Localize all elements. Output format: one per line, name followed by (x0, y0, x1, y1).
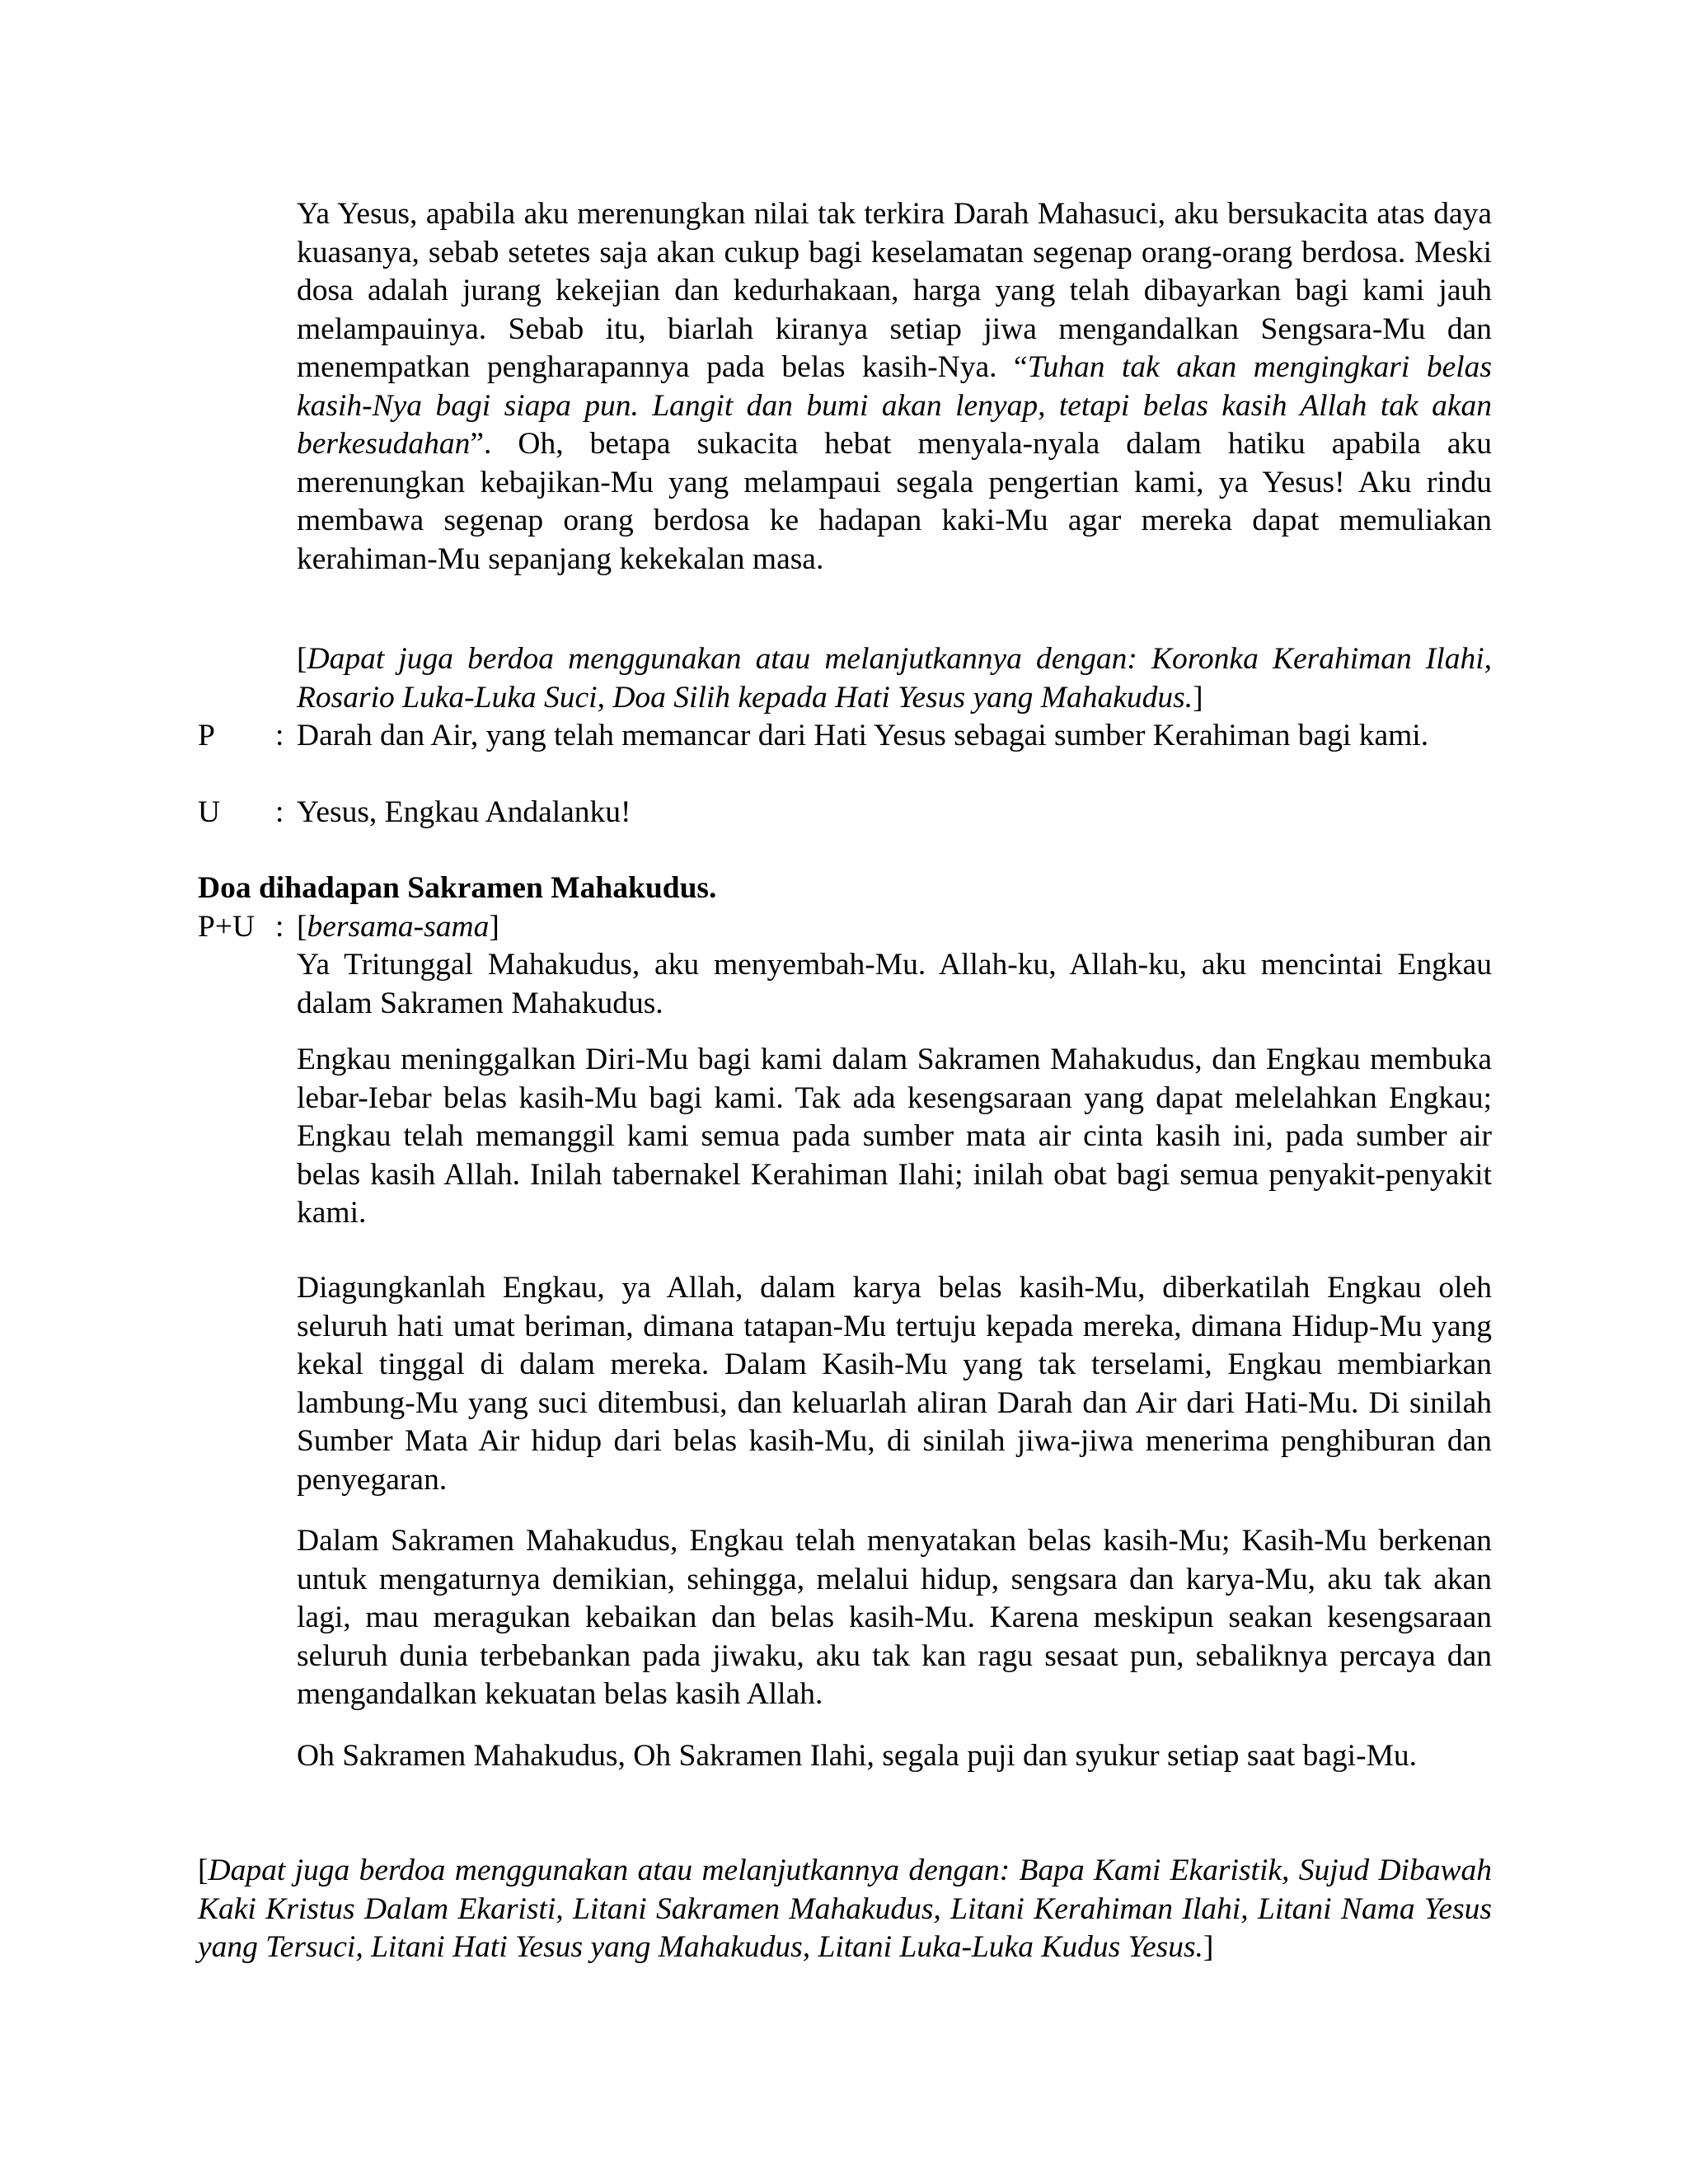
rubric-bersama-sama: bersama-sama (307, 910, 490, 944)
bracket-open: [ (297, 910, 307, 944)
speaker-label-u: U (198, 795, 221, 829)
bracket-close: ] (1193, 680, 1203, 715)
bracket-open: [ (198, 1854, 209, 1887)
intro-text-after-quote: ”. Oh, betapa sukacita hebat menyala-nyala dalam hatiku apabila aku merenungkan kebajikan-Mu yang melampaui segala pengertian kami, ya Yesus! Aku rindu membawa segenap orang berdosa ke hadapan kaki-Mu agar mereka dapat memuliakan kerahiman-Mu sepanjang kekekalan masa. (297, 427, 1492, 576)
bracket-open: [ (297, 642, 307, 676)
section-heading: Doa dihadapan Sakramen Mahakudus. (198, 871, 717, 905)
closing-alternatives-note-text: Dapat juga berdoa menggunakan atau melanjutkannya dengan: Bapa Kami Ekaristik, Sujud Dibawah Kaki Kristus Dalam Ekaristi, Litani Sakramen Mahakudus, Litani Kerahiman Ilahi, Litani Nama Yesus yang Tersuci, Litani Hati Yesus yang Mahakudus, Litani Luka-Luka Kudus Yesus. (198, 1854, 1492, 1964)
prayer-paragraph: Engkau meninggalkan Diri-Mu bagi kami dalam Sakramen Mahakudus, dan Engkau membuka lebar-Iebar belas kasih-Mu bagi kami. Tak ada kesengsaraan yang dapat melelahkan Engkau; Engkau telah memanggil kami semua pada sumber mata air cinta kasih ini, pada sumber air belas kasih Allah. Inilah tabernakel Kerahiman Ilahi; inilah obat bagi semua penyakit-penyakit kami. (297, 1043, 1492, 1230)
bracket-close: ] (1203, 1930, 1214, 1964)
speaker-label-p: P (198, 719, 215, 752)
speaker-colon: : (275, 795, 284, 829)
response-priest-text: Darah dan Air, yang telah memancar dari Hati Yesus sebagai sumber Kerahiman bagi kami. (297, 719, 1429, 752)
closing-alternatives-note (198, 1852, 1492, 1967)
speaker-colon: : (275, 719, 284, 752)
response-people-text: Yesus, Engkau Andalanku! (297, 795, 631, 829)
prayer-paragraph: Dalam Sakramen Mahakudus, Engkau telah menyatakan belas kasih-Mu; Kasih-Mu berkenan untuk mengaturnya demikian, sehingga, melalui hidup, sengsara dan karya-Mu, aku tak akan lagi, mau meragukan kebaikan dan belas kasih-Mu. Karena meskipun seakan kesengsaraan seluruh dunia terbebankan pada jiwaku, aku tak kan ragu sesaat pun, sebaliknya percaya dan mengandalkan kekuatan belas kasih Allah. (297, 1524, 1492, 1711)
speaker-colon: : (275, 910, 284, 944)
intro-text-before-quote: Ya Yesus, apabila aku merenungkan nilai tak terkira Darah Mahasuci, aku bersukacita atas daya kuasanya, sebab setetes saja akan cukup bagi keselamatan segenap orang-orang berdosa. Meski dosa adalah jurang kekejian dan kedurhakaan, harga yang telah dibayarkan bagi kami jauh melampauinya. Sebab itu, biarlah kiranya setiap jiwa mengandalkan Sengsara-Mu dan menempatkan pengharapannya pada belas kasih-Nya. “ (297, 197, 1492, 384)
prayer-paragraph: Diagungkanlah Engkau, ya Allah, dalam karya belas kasih-Mu, diberkatilah Engkau oleh seluruh hati umat beriman, dimana tatapan-Mu tertuju kepada mereka, dimana Hidup-Mu yang kekal tinggal di dalam mereka. Dalam Kasih-Mu yang tak terselami, Engkau membiarkan lambung-Mu yang suci ditembusi, dan keluarlah aliran Darah dan Air dari Hati-Mu. Di sinilah Sumber Mata Air hidup dari belas kasih-Mu, di sinilah jiwa-jiwa menerima penghiburan dan penyegaran. (297, 1271, 1492, 1497)
alternative-prayers-note (297, 640, 1492, 717)
together-instruction-text (297, 908, 499, 947)
alternative-prayers-note-text: Dapat juga berdoa menggunakan atau melanjutkannya dengan: Koronka Kerahiman Ilahi, Rosario Luka-Luka Suci, Doa Silih kepada Hati Yesus yang Mahakudus. (297, 642, 1492, 715)
intro-paragraph (297, 195, 1492, 579)
prayer-paragraph: Ya Tritunggal Mahakudus, aku menyembah-Mu. Allah-ku, Allah-ku, aku mencintai Engkau dalam Sakramen Mahakudus. (297, 948, 1492, 1020)
prayer-paragraph: Oh Sakramen Mahakudus, Oh Sakramen Ilahi, segala puji dan syukur setiap saat bagi-Mu. (297, 1739, 1418, 1773)
bracket-close: ] (489, 910, 499, 944)
speaker-label-pu: P+U (198, 910, 256, 944)
intro-quote: Tuhan tak akan mengingkari belas kasih-Nya bagi siapa pun. Langit dan bumi akan lenyap, tetapi belas kasih Allah tak akan berkesudahan (297, 350, 1492, 461)
